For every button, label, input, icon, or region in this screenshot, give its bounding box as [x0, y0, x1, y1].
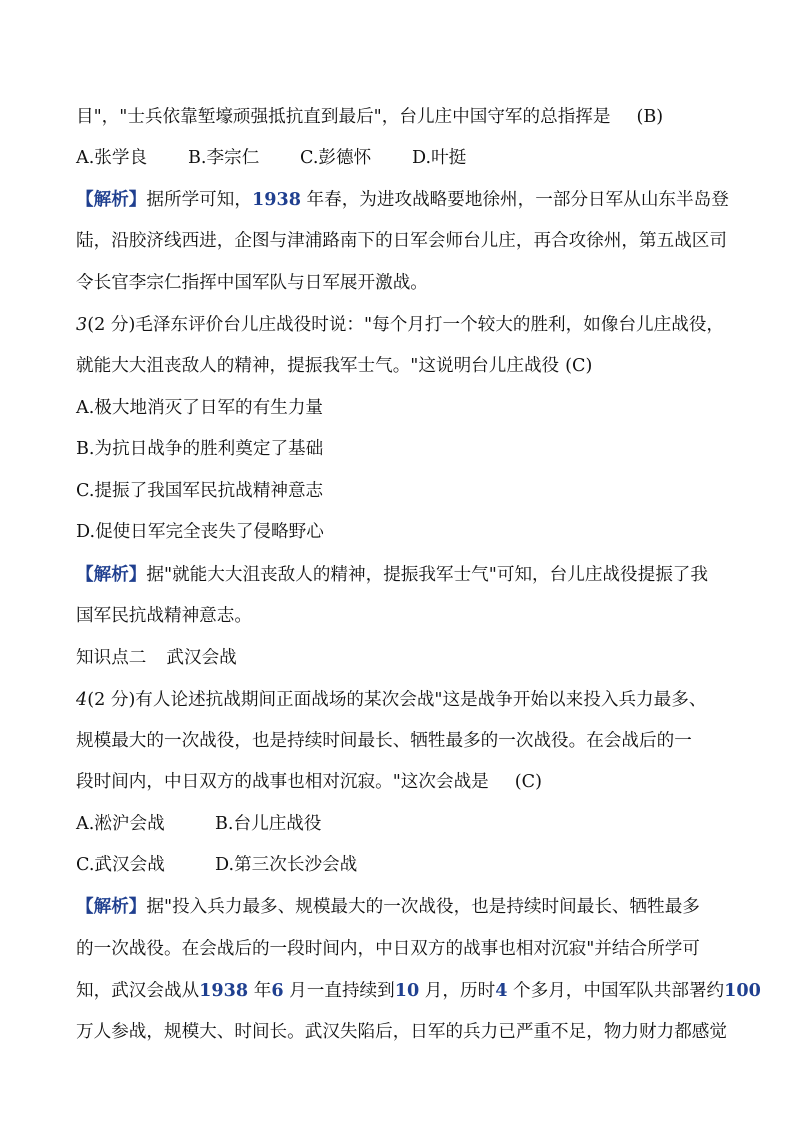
q3-analysis-line-2: 国军民抗战精神意志。 [76, 606, 252, 626]
q3-stem-text-1: (2 分)毛泽东评价台儿庄战役时说："每个月打一个较大的胜利，如像台儿庄战役， [87, 315, 725, 335]
q2-option-c: C.彭德怀 [300, 148, 372, 168]
section-title: 武汉会战 [166, 648, 237, 668]
q2-stem-text: 目"，"士兵依靠堑壕顽强抵抗直到最后"，台儿庄中国守军的总指挥是 [76, 107, 611, 127]
q3-answer: (C) [565, 356, 593, 376]
q4-analysis-3-seg-8: 个多月，中国军队共部署约 [507, 981, 725, 1001]
q2-answer: (B) [636, 107, 664, 127]
q3-stem-text-2: 就能大大沮丧敌人的精神，提振我军士气。"这说明台儿庄战役 [76, 356, 560, 376]
q2-analysis-line-3: 令长官李宗仁指挥中国军队与日军展开激战。 [76, 273, 428, 293]
q4-analysis-3-seg-0: 知，武汉会战从 [76, 981, 200, 1001]
q4-analysis-text-1: 据"投入兵力最多、规模最大的一次战役，也是持续时间最长、牺牲最多 [146, 897, 700, 917]
q3-option-a: A.极大地消灭了日军的有生力量 [76, 398, 324, 418]
q4-answer: (C) [514, 772, 542, 792]
section-heading [76, 638, 726, 678]
q4-analysis-3-seg-4: 月一直持续到 [283, 981, 395, 1001]
q2-options-row [76, 138, 726, 178]
q3-stem-line-1 [76, 305, 726, 345]
q4-option-d: D.第三次长沙会战 [215, 855, 358, 875]
q2-option-d: D.叶挺 [412, 148, 467, 168]
q2-option-b: B.李宗仁 [188, 148, 260, 168]
q4-stem-line-1 [76, 680, 726, 720]
q4-analysis-3-duration: 4 [495, 980, 508, 1001]
q4-options-row-2 [76, 845, 726, 885]
q4-option-c: C.武汉会战 [76, 855, 165, 875]
q4-analysis-tag: 【解析】 [76, 896, 147, 917]
q2-analysis-year: 1938 [251, 189, 301, 210]
q4-analysis-3-seg-2: 年 [248, 981, 272, 1001]
q2-analysis-line-2: 陆，沿胶济线西进，企图与津浦路南下的日军会师台儿庄，再合攻徐州，第五战区司 [76, 231, 727, 251]
q4-option-a: A.淞沪会战 [76, 814, 165, 834]
q4-number: 4 [76, 690, 88, 710]
q4-analysis-3-seg-6: 月，历时 [419, 981, 496, 1001]
q3-analysis-tag: 【解析】 [76, 564, 147, 585]
q4-analysis-3-troops: 100 [724, 980, 761, 1001]
q4-options-row-1 [76, 804, 726, 844]
q3-option-c: C.提振了我国军民抗战精神意志 [76, 481, 324, 501]
q2-analysis-tag: 【解析】 [76, 189, 147, 210]
q4-stem-text-3: 段时间内，中日双方的战事也相对沉寂。"这次会战是 [76, 772, 489, 792]
q3-analysis-line-1 [76, 555, 726, 595]
q2-option-a: A.张学良 [76, 148, 148, 168]
q3-option-d: D.促使日军完全丧失了侵略野心 [76, 522, 324, 542]
q2-analysis-text-1b: 年春，为进攻战略要地徐州，一部分日军从山东半岛登 [300, 190, 729, 210]
q4-analysis-3-month-start: 6 [271, 980, 284, 1001]
q4-analysis-line-2: 的一次战役。在会战后的一段时间内，中日双方的战事也相对沉寂"并结合所学可 [76, 939, 700, 959]
q3-number: 3 [76, 315, 88, 335]
q2-stem-line [76, 97, 726, 137]
q3-stem-line-2 [76, 346, 726, 386]
q4-stem-text-1: (2 分)有人论述抗战期间正面战场的某次会战"这是战争开始以来投入兵力最多、 [87, 690, 707, 710]
q2-analysis-line-1 [76, 180, 729, 220]
q4-analysis-line-3 [76, 971, 761, 1011]
q3-analysis-text-1: 据"就能大大沮丧敌人的精神，提振我军士气"可知，台儿庄战役提振了我 [146, 565, 708, 585]
q4-stem-line-2: 规模最大的一次战役，也是持续时间最长、牺牲最多的一次战役。在会战后的一 [76, 731, 692, 751]
q4-stem-line-3 [76, 762, 726, 802]
q4-analysis-line-1 [76, 887, 726, 927]
q4-analysis-line-4: 万人参战，规模大、时间长。武汉失陷后，日军的兵力已严重不足，物力财力都感觉 [76, 1022, 727, 1042]
section-label: 知识点二 [76, 648, 147, 668]
q4-option-b: B.台儿庄战役 [215, 814, 322, 834]
q3-option-b: B.为抗日战争的胜利奠定了基础 [76, 439, 324, 459]
q4-analysis-3-month-end: 10 [394, 980, 420, 1001]
q2-analysis-text-1a: 据所学可知， [146, 190, 252, 210]
q4-analysis-3-year: 1938 [199, 980, 249, 1001]
